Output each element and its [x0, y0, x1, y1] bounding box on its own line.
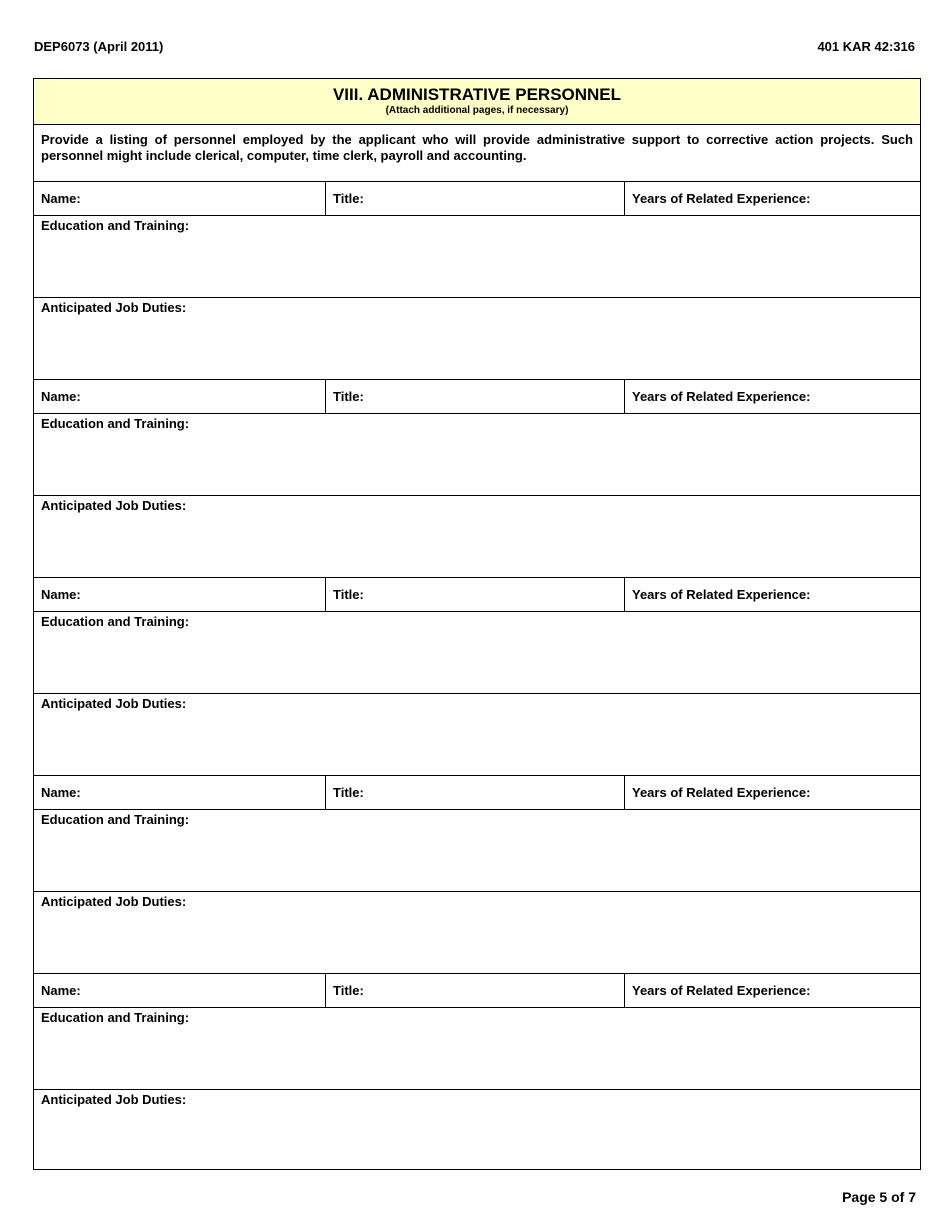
regulation-ref: 401 KAR 42:316 — [817, 39, 915, 54]
title-field[interactable]: Title: — [326, 974, 625, 1007]
personnel-form — [33, 78, 921, 1170]
job-duties-field[interactable]: Anticipated Job Duties: — [34, 694, 920, 776]
years-experience-field[interactable]: Years of Related Experience: — [632, 785, 811, 800]
years-experience-field[interactable]: Years of Related Experience: — [632, 983, 811, 998]
job-duties-field[interactable]: Anticipated Job Duties: — [41, 1092, 187, 1107]
name-field[interactable]: Name: — [34, 578, 326, 611]
section-title: VIII. ADMINISTRATIVE PERSONNEL — [332, 85, 622, 104]
page-number: Page 5 of 7 — [842, 1189, 916, 1205]
personnel-entry-1 — [34, 182, 920, 380]
instructions: Provide a listing of personnel employed by the applicant who will provide administrative support to corrective action projects. Such personnel might include clerical, computer, time clerk, payroll and accounting. — [34, 125, 920, 182]
education-training-field[interactable]: Education and Training: — [34, 414, 920, 496]
title-field[interactable]: Title: — [326, 578, 625, 611]
personnel-entry-5 — [34, 974, 920, 1171]
personnel-entry-4 — [34, 776, 920, 974]
name-field[interactable]: Name: — [34, 182, 326, 215]
section-header — [34, 79, 920, 125]
years-experience-field[interactable]: Years of Related Experience: — [632, 191, 811, 206]
job-duties-field[interactable]: Anticipated Job Duties: — [34, 496, 920, 578]
education-training-field[interactable]: Education and Training: — [34, 810, 920, 892]
title-field[interactable]: Title: — [326, 776, 625, 809]
job-duties-field[interactable]: Anticipated Job Duties: — [34, 892, 920, 974]
education-training-field[interactable]: Education and Training: — [34, 1008, 920, 1090]
section-subtitle: (Attach additional pages, if necessary) — [385, 105, 569, 116]
education-training-field[interactable]: Education and Training: — [34, 612, 920, 694]
name-field[interactable]: Name: — [34, 380, 326, 413]
years-experience-field[interactable]: Years of Related Experience: — [632, 389, 811, 404]
name-field[interactable]: Name: — [34, 974, 326, 1007]
name-field[interactable]: Name: — [34, 776, 326, 809]
years-experience-field[interactable]: Years of Related Experience: — [632, 587, 811, 602]
title-field[interactable]: Title: — [326, 182, 625, 215]
title-field[interactable]: Title: — [326, 380, 625, 413]
form-id: DEP6073 (April 2011) — [34, 39, 164, 54]
personnel-entry-2 — [34, 380, 920, 578]
personnel-entry-3 — [34, 578, 920, 776]
education-training-field[interactable]: Education and Training: — [34, 216, 920, 298]
job-duties-field[interactable]: Anticipated Job Duties: — [34, 298, 920, 380]
